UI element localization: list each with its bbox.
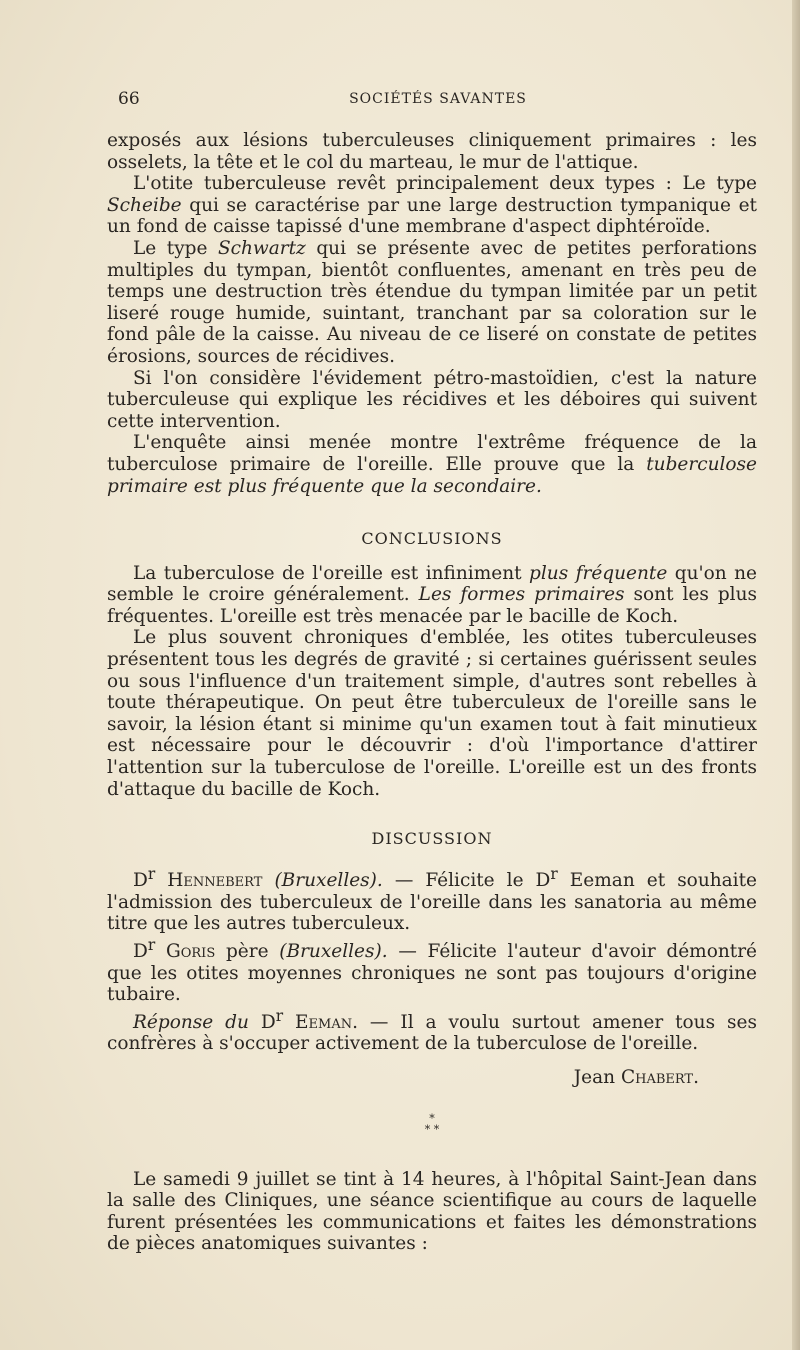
paragraph: Si l'on considère l'évidement pétro-mastoïdien, c'est la nature tuberculeuse qui explique les récidives et les déboires qui suivent cette intervention. xyxy=(107,367,757,432)
asterism-bottom: * * xyxy=(424,1122,440,1136)
emphasis: Les formes primaires xyxy=(418,584,625,606)
emphasis: plus fréquente xyxy=(529,562,668,584)
paragraph: Le samedi 9 juillet se tint à 14 heures, à l'hôpital Saint-Jean dans la salle des Cliniques, une séance scientifique au cours de laquelle furent présentées les communications et faites les démonstrations de pièces anatomiques suivantes : xyxy=(107,1168,757,1255)
speaker-name: Eeman xyxy=(295,1011,353,1033)
section-heading-discussion: DISCUSSION xyxy=(371,829,493,849)
emphasis: Scheibe xyxy=(107,194,182,216)
speaker-name: Hennebert xyxy=(167,869,263,891)
paragraph: L'enquête ainsi menée montre l'extrême fréquence de la tuberculose primaire de l'oreille. Elle prouve que la tuberculose primaire est plus fréquente que la secondaire. xyxy=(107,432,757,497)
paragraph: Le plus souvent chroniques d'emblée, les otites tuberculeuses présentent tous les degrés de gravité ; si certaines guérissent seules ou sous l'influence d'un traitement simple, d'autres sont rebelles à toute thérapeutique. On peut être tuberculeux de l'oreille sans le savoir, la lésion étant si minime qu'un examen tout à fait minutieux est nécessaire pour le découvrir : d'où l'importance d'attirer l'attention sur la tuberculose de l'oreille. L'oreille est un des fronts d'attaque du bacille de Koch. xyxy=(107,627,757,800)
emphasis: tuberculose primaire est plus fréquente que la secondaire. xyxy=(107,453,757,497)
discussion-entry: $D^r$ Hennebert (Bruxelles). — Félicite le $D^r$ Eeman et souhaite l'admission des tuberculeux de l'oreille dans les sanatoria au même titre que les autres tuberculeux. xyxy=(107,864,757,935)
section-heading-conclusions: CONCLUSIONS xyxy=(361,529,503,549)
asterism xyxy=(107,1113,757,1135)
article-text xyxy=(107,130,757,1255)
author-signature: Jean Chabert. xyxy=(573,1067,699,1089)
speaker-name: Goris xyxy=(165,940,216,962)
running-title: SOCIÉTÉS SAVANTES xyxy=(349,91,527,107)
emphasis: Schwartz xyxy=(217,237,306,259)
page-edge xyxy=(792,0,800,1350)
paragraph: La tuberculose de l'oreille est infiniment plus fréquente qu'on ne semble le croire généralement. Les formes primaires sont les plus fréquentes. L'oreille est très menacée par le bacille de Koch. xyxy=(107,562,757,627)
running-head xyxy=(118,89,758,113)
discussion-entry: $D^r$ Goris père (Bruxelles). — Félicite l'auteur d'avoir démontré que les otites moyennes chroniques ne sont pas toujours d'origine tubaire. xyxy=(107,935,758,1006)
paragraph: exposés aux lésions tuberculeuses cliniquement primaires : les osselets, la tête et le col du marteau, le mur de l'attique. xyxy=(107,130,757,173)
asterism-top: * xyxy=(429,1111,435,1125)
page-number: 66 xyxy=(118,89,140,109)
discussion-entry: Réponse du $D^r$ Eeman. — Il a voulu surtout amener tous ses confrères à s'occuper activement de la tuberculose de l'oreille. xyxy=(107,1006,757,1055)
paragraph: L'otite tuberculeuse revêt principalement deux types : Le type Scheibe qui se caractérise par une large destruction tympanique et un fond de caisse tapissé d'une membrane d'aspect diphtéroïde. xyxy=(107,173,757,238)
paragraph: Le type Schwartz qui se présente avec de petites perforations multiples du tympan, bientôt confluentes, amenant en très peu de temps une destruction très étendue du tympan limitée par un petit liseré rouge humide, suintant, tranchant par sa coloration sur le fond pâle de la caisse. Au niveau de ce liseré on constate de petites érosions, sources de récidives. xyxy=(107,237,757,367)
